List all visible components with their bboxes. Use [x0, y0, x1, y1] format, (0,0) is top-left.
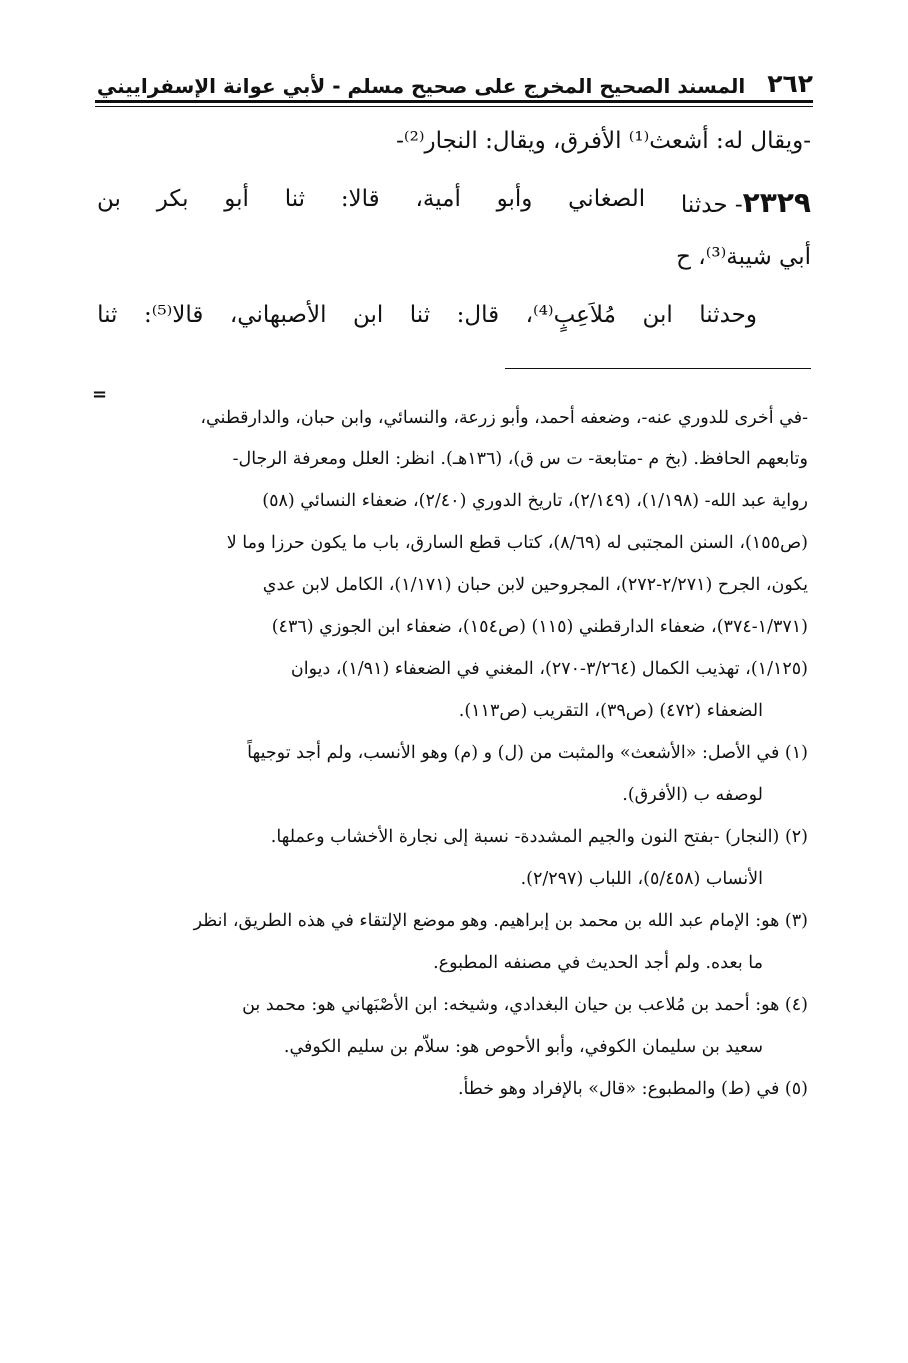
word: وحدثنا	[699, 302, 757, 328]
word: ثنا	[97, 302, 118, 328]
word: أبو	[224, 186, 249, 212]
page-number: ٢٦٢	[767, 69, 813, 98]
footnote-3: (٣) هو: الإمام عبد الله بن محمد بن إبراهيم. وهو موضع الإلتقاء في هذه الطريق، انظر	[193, 911, 808, 931]
word: وأبو	[496, 186, 533, 212]
footnote-5: (٥) في (ط) والمطبوع: «قال» بالإفراد وهو خطأ.	[457, 1079, 808, 1099]
word: ثنا	[284, 186, 306, 212]
footnote-1-cont: لوصفه ب (الأفرق).	[622, 785, 763, 805]
footnote-cont-line: رواية عبد الله- (١/١٩٨)، (٢/١٤٩)، تاريخ الدوري (٢/٤٠)، ضعفاء النسائي (٥٨)	[262, 491, 808, 511]
footnote-4-cont: سعيد بن سليمان الكوفي، وأبو الأحوص هو: سلاّم بن سليم الكوفي.	[283, 1037, 763, 1057]
footnote-cont-line: (ص١٥٥)، السنن المجتبى له (٨/٦٩)، كتاب قطع السارق، باب ما يكون حرزا وما لا	[226, 533, 808, 553]
text-line-3: أبي شيبة⁽³⁾، ح	[676, 244, 811, 270]
hadith-number: ٢٣٢٩	[742, 186, 811, 219]
word: ثنا	[409, 302, 431, 328]
word: الصغاني	[568, 186, 646, 212]
word: مُلاَعِبٍ⁽⁴⁾،	[525, 302, 616, 328]
word: ابن	[352, 302, 384, 328]
running-header	[95, 60, 813, 98]
footnote-3-cont: ما بعده. ولم أجد الحديث في مصنفه المطبوع.	[433, 953, 763, 973]
footnote-cont-line: -في أخرى للدوري عنه-، وضعفه أحمد، وأبو زرعة، والنسائي، وابن حبان، والدارقطني،	[200, 408, 808, 428]
footnote-cont-line: (١/١٢٥)، تهذيب الكمال (٣/٢٦٤-٢٧٠)، المغني في الضعفاء (١/٩١)، ديوان	[290, 659, 808, 679]
word: بكر	[156, 186, 189, 212]
word: ابن	[642, 302, 673, 328]
header-rule-thick	[95, 100, 813, 103]
book-title: المسند الصحيح المخرج على صحيح مسلم - لأبي عوانة الإسفراييني	[96, 74, 746, 98]
text-line-2	[97, 186, 811, 219]
continuation-mark: =	[92, 384, 108, 405]
word: أمية،	[415, 186, 461, 212]
header-rule-thin	[95, 106, 813, 107]
footnote-4: (٤) هو: أحمد بن مُلاعب بن حيان البغدادي، وشيخه: ابن الأصْبَهاني هو: محمد بن	[242, 995, 808, 1015]
footnote-cont-line: وتابعهم الحافظ. (بخ م -متابعة- ت س ق)، (١٣٦هـ). انظر: العلل ومعرفة الرجال-	[232, 449, 808, 469]
footnote-1: (١) في الأصل: «الأشعث» والمثبت من (ل) و (م) وهو الأنسب، ولم أجد توجيهاً	[247, 743, 808, 763]
footnote-cont-line: يكون، الجرح (٢/٢٧١-٢٧٢)، المجروحين لابن حبان (١/١٧١)، الكامل لابن عدي	[262, 575, 808, 595]
word: - حدثنا	[680, 192, 743, 218]
footnote-2: (٢) (النجار) -بفتح النون والجيم المشددة- نسبة إلى نجارة الأخشاب وعملها.	[270, 827, 808, 847]
footnote-separator	[505, 368, 811, 369]
word: قالا⁽⁵⁾:	[143, 302, 204, 328]
word: قال:	[456, 302, 500, 328]
word: قالا:	[340, 186, 380, 212]
word: بن	[97, 186, 121, 212]
text-line-1: -ويقال له: أشعث⁽¹⁾ الأفرق، ويقال: النجار⁽²⁾-	[396, 128, 811, 154]
footnote-2-cont: الأنساب (٥/٤٥٨)، اللباب (٢/٢٩٧).	[520, 869, 763, 889]
footnote-cont-line: الضعفاء (٤٧٢) (ص٣٩)، التقريب (ص١١٣).	[458, 701, 763, 721]
word: الأصبهاني،	[229, 302, 327, 328]
footnote-cont-line: (١/٣٧١-٣٧٤)، ضعفاء الدارقطني (١١٥) (ص١٥٤)، ضعفاء ابن الجوزي (٤٣٦)	[271, 617, 808, 637]
text-line-4	[97, 302, 811, 328]
